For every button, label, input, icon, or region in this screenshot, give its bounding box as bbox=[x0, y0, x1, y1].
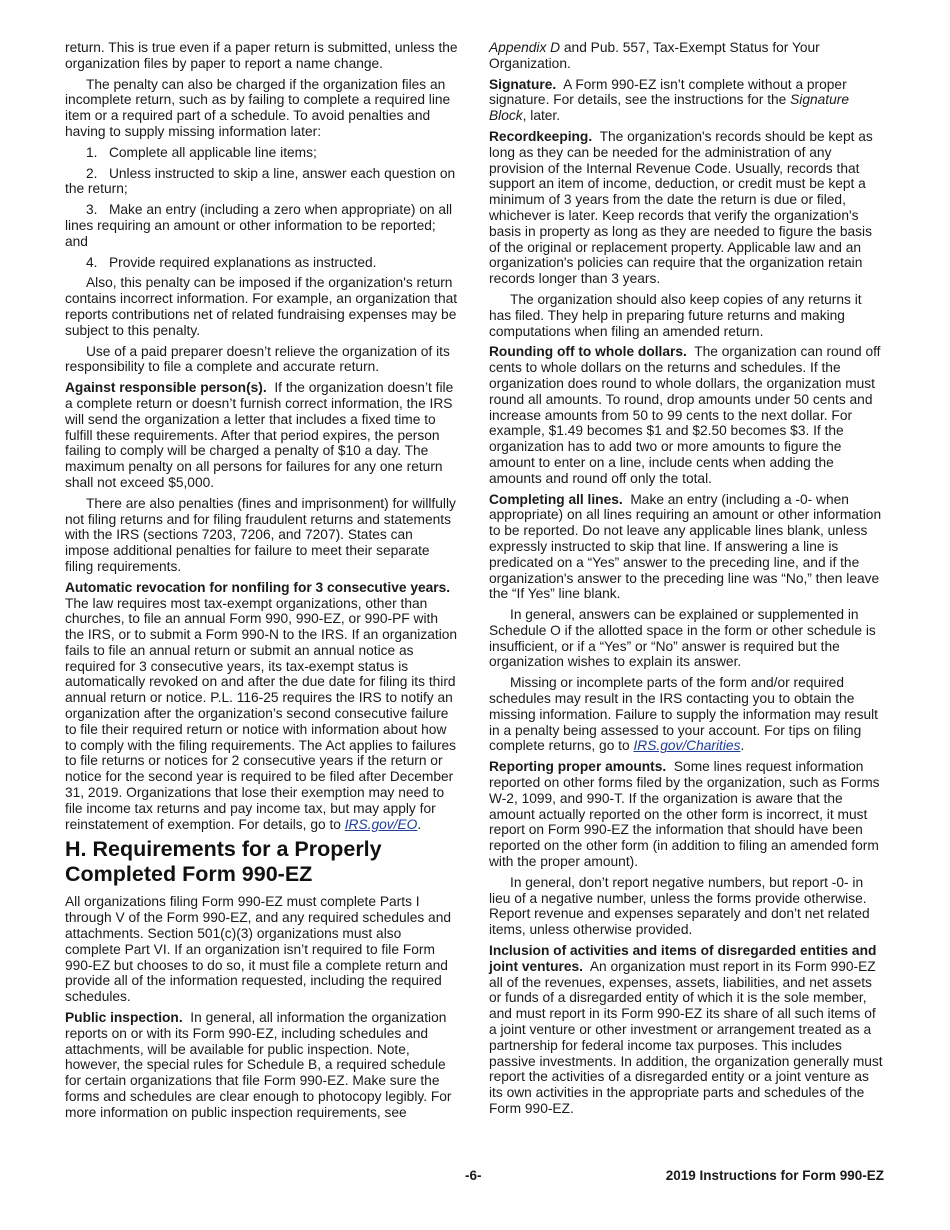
irs-charities-link[interactable]: IRS.gov/Charities bbox=[633, 738, 741, 754]
irs-eo-link[interactable]: IRS.gov/EO bbox=[344, 816, 418, 832]
paragraph: Also, this penalty can be imposed if the organization's return contains incorrect information. For example, an organization that reports contributions net of related fundraising expenses may be subject to this penalty. bbox=[65, 275, 458, 338]
paragraph-body: If the organization doesn’t file a complete return or doesn’t furnish correct information, the IRS will send the organization a letter that includes a fixed time to fulfill these requirements. After that period expires, the person failing to comply will be charged a penalty of $10 a day. The maximum penalty on all persons for failures for any one return shall not exceed $5,000. bbox=[65, 380, 454, 490]
paragraph-body: Missing or incomplete parts of the form and/or required schedules may result in the IRS contacting you to obtain the missing information. Failure to supply the information may result in a penalty being assessed to your account. For tips on filing complete returns, go to bbox=[489, 675, 878, 754]
section-rounding bbox=[489, 344, 884, 486]
paragraph-body: The law requires most tax-exempt organizations, other than churches, to file an annual Form 990, 990-EZ, or 990-PF with the IRS, or to submit a Form 990-N to the IRS. If an organization fails to file an annual return or submit an annual notice as required for 3 consecutive years, its tax-exempt status is automatically revoked on and after the due date for filing its third annual return or notice. P.L. 116-25 requires the IRS to notify an organization after the organization’s second consecutive failure to file their required return or notice with information about how to comply with the filing requirements. The Act applies to failures to file returns or notices for 2 consecutive years if the return or notice for the second year is required to be filed after December 31, 2019. Organizations that lose their exemption may need to file income tax returns and pay income tax, but may apply for reinstatement of exemption. For details, go to bbox=[65, 595, 458, 832]
list-number: 4. bbox=[86, 254, 98, 270]
paragraph-body: and Pub. 557, Tax-Exempt Status for Your Organization. bbox=[489, 40, 820, 71]
paragraph-body: Make an entry (including a -0- when appropriate) on all lines requiring an amount or other information to be reported. Do not leave any applicable lines blank, unless expressly instructed to skip that line. If answering a line is predicated on a “Yes” answer to the preceding line, and if the organization's answer to the preceding line was “No,” then leave the “If Yes” line blank. bbox=[489, 491, 882, 602]
punctuation: . bbox=[417, 816, 422, 832]
list-item bbox=[65, 166, 460, 198]
paragraph: Use of a paid preparer doesn’t relieve the organization of its responsibility to file a complete and accurate return. bbox=[65, 343, 450, 375]
list-item bbox=[65, 255, 460, 271]
paragraph: All organizations filing Form 990-EZ must complete Parts I through V of the Form 990-EZ, and any required schedules and attachments. Section 501(c)(3) organizations must also complete Part VI. If an organization isn’t required to file Form 990-EZ but chooses to do so, it must file a complete return and provide all of the information requested, including the required schedules. bbox=[65, 894, 451, 1005]
run-in-heading: Inclusion of activities and items of disregarded entities and joint ventures. bbox=[489, 943, 877, 974]
list-number: 2. bbox=[86, 165, 98, 181]
section-disregarded-entities bbox=[489, 943, 884, 1117]
list-text: Make an entry (including a zero when appropriate) on all lines requiring an amount or other information to be reported; and bbox=[65, 202, 453, 249]
paragraph-body: A Form 990-EZ isn’t complete without a proper signature. For details, see the instructions for the bbox=[489, 76, 847, 108]
list-number: 1. bbox=[86, 144, 98, 160]
italic-reference: Signature Block bbox=[489, 92, 849, 124]
run-in-heading: Automatic revocation for nonfiling for 3 consecutive years. bbox=[65, 579, 451, 595]
section-against-responsible bbox=[65, 380, 460, 491]
italic-reference: Appendix D bbox=[489, 40, 561, 55]
list-text: Complete all applicable line items; bbox=[108, 144, 317, 160]
paragraph bbox=[489, 675, 884, 754]
paragraph-body: The organization can round off cents to whole dollars on the returns and schedules. If the organization does round to whole dollars, the organization must round all amounts. To round, drop amounts under 50 cents and increase amounts from 50 to 99 cents to the next dollar. For example, $1.49 becomes $1 and $2.50 becomes $3. If the organization has to add two or more amounts to figure the amount to enter on a line, include cents when adding the amounts and round off only the total. bbox=[489, 344, 881, 486]
list-text: Provide required explanations as instructed. bbox=[108, 254, 377, 270]
section-public-inspection bbox=[65, 1010, 460, 1121]
run-in-heading: Reporting proper amounts. bbox=[489, 759, 667, 775]
paragraph: The organization should also keep copies of any returns it has filed. They help in preparing future returns and making computations when filing an amended return. bbox=[489, 291, 862, 339]
list-number: 3. bbox=[86, 202, 98, 218]
paragraph: There are also penalties (fines and imprisonment) for willfully not filing returns and for filing fraudulent returns and statements with the IRS (sections 7203, 7206, and 7207). States can impose additional penalties for failure to meet their separate filing requirements. bbox=[65, 495, 456, 574]
page-number: -6- bbox=[465, 1168, 482, 1183]
paragraph: return. This is true even if a paper return is submitted, unless the organization files by paper to report a name change. bbox=[65, 40, 458, 71]
section-heading-h: H. Requirements for a Properly Completed Form 990-EZ bbox=[65, 837, 382, 887]
section-completing-lines bbox=[489, 492, 884, 603]
run-in-heading: Rounding off to whole dollars. bbox=[489, 344, 687, 360]
section-recordkeeping bbox=[489, 129, 884, 287]
paragraph bbox=[489, 40, 884, 72]
section-reporting-amounts bbox=[489, 759, 884, 870]
run-in-heading: Recordkeeping. bbox=[489, 128, 593, 144]
section-signature bbox=[489, 77, 884, 124]
list-item bbox=[65, 145, 460, 161]
paragraph: The penalty can also be charged if the organization files an incomplete return, such as by failing to complete a required line item or a required part of a schedule. To avoid penalties and having to supply missing information later: bbox=[65, 76, 451, 139]
left-column bbox=[65, 40, 460, 1126]
paragraph-body: Some lines request information reported on other forms filed by the organization, such as Forms W-2, 1099, and 990-T. If the organization is aware that the amount actually reported on the other form is incorrect, it must report on Form 990-EZ the information that should have been reported on the other form (in addition to filing an amended form with the proper amount). bbox=[489, 759, 880, 870]
list-item bbox=[65, 202, 460, 249]
paragraph: In general, answers can be explained or supplemented in Schedule O if the allotted space in the form or other schedule is insufficient, or if a “Yes” or “No” answer is required but the organization wishes to explain its answer. bbox=[489, 607, 876, 670]
paragraph: In general, don’t report negative numbers, but report -0- in lieu of a negative number, unless the forms provide otherwise. Report revenue and expenses separately and don’t net related items, unless otherwise provided. bbox=[489, 874, 870, 938]
right-column bbox=[489, 40, 884, 1122]
paragraph-body: The organization's records should be kept as long as they can be needed for the administration of any provision of the Internal Revenue Code. Usually, records that support an item of income, deduction, or credit must be kept a minimum of 3 years from the date the return is due or filed, whichever is later. Keep records that verify the organization's basis in property as long as they are needed to figure the basis of the original or replacement property. Applicable law and an organization's policies can require that the organization retain records longer than 3 years. bbox=[489, 128, 873, 287]
paragraph-body: An organization must report in its Form 990-EZ all of the revenues, expenses, assets, liabilities, and net assets or funds of a disregarded entity of which it is the sole member, and must report in its Form 990-EZ its share of all such items of a joint venture or other investment or arrangement treated as a partnership for federal income tax purposes. This includes passive investments. In addition, the organization generally must report the activities of a disregarded entity or a joint venture as its own activities in the appropriate parts and schedules of the Form 990-EZ. bbox=[489, 958, 883, 1116]
document-title-footer: 2019 Instructions for Form 990-EZ bbox=[665, 1168, 884, 1183]
punctuation: . bbox=[740, 738, 745, 754]
list-text: Unless instructed to skip a line, answer each question on the return; bbox=[65, 165, 456, 197]
paragraph-body: In general, all information the organization reports on or with its Form 990-EZ, including schedules and attachments, will be available for public inspection. Note, however, the special rules for Schedule B, a required schedule for certain organizations that file Form 990-EZ. Make sure the forms and schedules are clear enough to photocopy legibly. For more information on public inspection requirements, see bbox=[65, 1010, 452, 1120]
run-in-heading: Against responsible person(s). bbox=[65, 380, 267, 396]
run-in-heading: Public inspection. bbox=[65, 1010, 183, 1026]
run-in-heading: Completing all lines. bbox=[489, 491, 623, 507]
run-in-heading: Signature. bbox=[489, 76, 557, 92]
section-automatic-revocation bbox=[65, 580, 460, 833]
paragraph-body: , later. bbox=[522, 108, 561, 124]
